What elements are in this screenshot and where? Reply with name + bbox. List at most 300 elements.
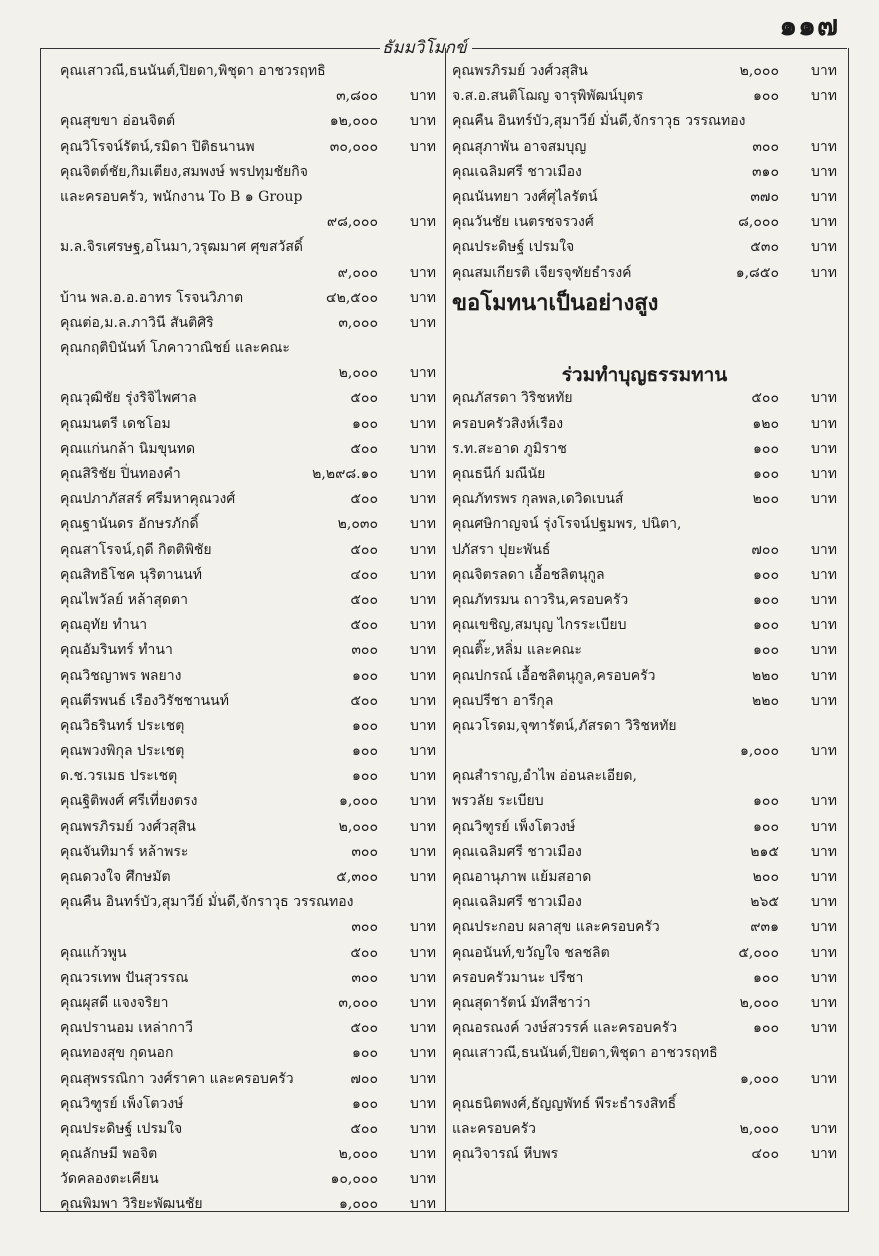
currency-label: บาท (811, 642, 837, 659)
column-divider (445, 48, 446, 1211)
donation-amount: ๕๐๐ (350, 1020, 378, 1037)
donor-name: คุณสุภาพัน อาจสมบุญ (452, 138, 587, 155)
donation-amount: ๑,๐๐๐ (740, 743, 779, 760)
currency-label: บาท (811, 1020, 837, 1037)
currency-label: บาท (410, 491, 436, 508)
donor-name: คุณคืน อินทร์บัว,สุมาวีย์ มั่นดี,จักราวุธ วรรณทอง (60, 894, 354, 911)
currency-label: บาท (410, 289, 436, 306)
donor-entry (452, 688, 837, 713)
donor-entry (452, 159, 837, 184)
donation-amount: ๑๐๐ (352, 768, 378, 785)
donor-entry (60, 537, 436, 562)
donor-name: คุณวิโรจน์รัตน์,รมิดา ปิติธนานพ (60, 138, 255, 155)
donation-amount: ๗๐๐ (350, 1070, 378, 1087)
donor-entry (452, 1141, 837, 1166)
currency-label: บาท (410, 768, 436, 785)
donor-entry (60, 688, 436, 713)
currency-label: บาท (410, 466, 436, 482)
donor-entry (452, 839, 837, 864)
currency-label: บาท (811, 969, 837, 986)
donor-entry (60, 1015, 436, 1040)
donor-entry (452, 108, 837, 133)
donation-amount: ๙,๐๐๐ (337, 264, 378, 281)
donation-amount: ๒๒๐ (751, 667, 779, 684)
donor-entry (60, 788, 436, 813)
donor-entry (60, 184, 436, 209)
donor-entry (452, 864, 837, 889)
donor-name: คุณวโรดม,จุฑารัตน์,ภัสรดา วิริชหทัย (452, 717, 677, 734)
donor-name: คุณปภาภัสสร์ ศรีมหาคุณวงศ์ (60, 491, 236, 508)
donation-amount: ๓,๐๐๐ (338, 994, 378, 1011)
donor-name: คุณเขชิญ,สมบุญ ไกรระเบียบ (452, 617, 627, 634)
currency-label: บาท (811, 163, 837, 180)
currency-label: บาท (410, 1171, 436, 1188)
donation-amount: ๑๐๐ (352, 717, 378, 734)
donor-name: คุณสิริชัย ปิ่นทองคำ (60, 466, 181, 482)
donor-entry (452, 234, 837, 259)
donation-amount: ๑๐๐ (352, 667, 378, 684)
currency-label: บาท (811, 466, 837, 482)
donation-amount: ๒๒๐ (751, 692, 779, 709)
donor-name: คุณวิธรินทร์ ประเชตุ (60, 717, 185, 734)
donor-name: คุณอรณงค์ วงษ์สวรรค์ และครอบครัว (452, 1020, 678, 1037)
donation-amount: ๑๐๐ (753, 566, 779, 583)
thanks-heading (452, 285, 837, 316)
currency-label: บาท (811, 818, 837, 835)
donor-name: คุณสาโรจน์,ฤดี กิตติพิชัย (60, 541, 212, 558)
currency-label: บาท (811, 541, 837, 558)
donor-entry (60, 310, 436, 335)
currency-label: บาท (811, 138, 837, 155)
donor-entry (60, 763, 436, 788)
donor-entry (452, 889, 837, 914)
currency-label: บาท (410, 818, 436, 835)
donor-entry (452, 486, 837, 511)
donor-entry (60, 1191, 436, 1216)
currency-label: บาท (410, 314, 436, 331)
donor-entry (452, 1066, 837, 1091)
donor-name: คุณประดิษฐ์ เปรมใจ (60, 1120, 183, 1137)
donor-entry (60, 1040, 436, 1065)
donor-name: ครอบครัวมานะ ปรีชา (452, 969, 584, 986)
donation-amount: ๑๐๐ (352, 415, 378, 432)
donation-amount: ๑๐๐ (753, 591, 779, 608)
donor-name: คุณเฉลิมศรี ชาวเมือง (452, 163, 582, 180)
donor-name: คุณผุสดี แจงจริยา (60, 994, 169, 1011)
donor-name: พรวลัย ระเบียบ (452, 793, 544, 810)
donation-amount: ๑๐๐ (753, 818, 779, 835)
donor-entry (452, 1015, 837, 1040)
donor-entry (452, 637, 837, 662)
donation-amount: ๓๐๐ (752, 138, 779, 155)
donor-entry (60, 940, 436, 965)
donor-name: คุณสำราญ,อำไพ อ่อนละเอียด, (452, 768, 637, 785)
currency-label: บาท (410, 138, 436, 155)
donor-name: คุณสุขขา อ่อนจิตต์ (60, 113, 176, 130)
donation-amount: ๙๓๑ (750, 919, 779, 936)
donor-entry (60, 1091, 436, 1116)
currency-label: บาท (811, 869, 837, 885)
currency-label: บาท (811, 919, 837, 936)
donation-amount: ๒๐๐ (752, 869, 779, 885)
donation-amount: ๑๒,๐๐๐ (329, 113, 378, 130)
donation-amount: ๒,๐๐๐ (338, 1146, 378, 1163)
currency-label: บาท (811, 793, 837, 810)
donor-name: และครอบครัว, พนักงาน To B ๑ Group (60, 188, 303, 205)
donor-name: คุณวิฑูรย์ เพ็งโตวงษ์ (452, 818, 576, 835)
currency-label: บาท (811, 390, 837, 407)
donor-name: คุณเสาวณี,ธนนันต์,ปิยดา,พิชุดา อาชวรฤทธิ (452, 1045, 718, 1062)
currency-label: บาท (811, 1070, 837, 1087)
running-header: ธัมมวิโมกข์ (382, 38, 467, 58)
donor-name: คุณวันชัย เนตรชจรวงศ์ (452, 214, 594, 231)
donor-entry (60, 335, 436, 360)
donor-name: คุณทองสุข กุดนอก (60, 1045, 174, 1062)
donor-entry (60, 914, 436, 939)
section-heading-text: ร่วมทำบุญธรรมทาน (561, 364, 728, 387)
donor-entry (452, 814, 837, 839)
donor-entry (60, 360, 436, 385)
donor-entry (452, 763, 837, 788)
donation-amount: ๑๐,๐๐๐ (330, 1171, 378, 1188)
donor-name: คุณภัทรพร กุลพล,เดวิดเบนส์ (452, 491, 624, 508)
spacer (452, 310, 837, 335)
currency-label: บาท (811, 843, 837, 860)
currency-label: บาท (811, 239, 837, 256)
currency-label: บาท (410, 365, 436, 382)
donor-name: คุณปรีชา อารีกุล (452, 692, 554, 709)
donor-name: คุณมนตรี เดชโอม (60, 415, 171, 432)
section-heading (452, 360, 837, 385)
donor-name: ครอบครัวสิงห์เรือง (452, 415, 564, 432)
donation-amount: ๕๐๐ (350, 491, 378, 508)
currency-label: บาท (811, 944, 837, 961)
currency-label: บาท (410, 793, 436, 810)
donation-amount: ๓๐,๐๐๐ (329, 138, 378, 155)
currency-label: บาท (410, 390, 436, 407)
donation-amount: ๔๐๐ (751, 1146, 779, 1163)
donor-name: และครอบครัว (452, 1120, 537, 1137)
donation-amount: ๑๐๐ (753, 969, 779, 986)
donor-name: คุณอัมรินทร์ ทำนา (60, 642, 173, 659)
currency-label: บาท (811, 440, 837, 457)
currency-label: บาท (410, 969, 436, 986)
donor-name: คุณตีรพนธ์ เรืองวิรัชชานนท์ (60, 692, 229, 709)
donor-entry (452, 990, 837, 1015)
donor-entry (60, 562, 436, 587)
donation-amount: ๒,๐๐๐ (739, 994, 779, 1011)
donor-name: คุณพิมพา วิริยะพัฒนชัย (60, 1196, 203, 1213)
donation-amount: ๑๐๐ (753, 642, 779, 659)
donor-entry (60, 587, 436, 612)
thanks-heading-text: ขอโมทนาเป็นอย่างสูง (452, 289, 659, 316)
currency-label: บาท (410, 440, 436, 457)
currency-label: บาท (410, 717, 436, 734)
donor-entry (452, 461, 837, 486)
donation-amount: ๓๐๐ (351, 642, 378, 659)
currency-label: บาท (811, 566, 837, 583)
donor-entry (452, 83, 837, 108)
donor-entry (452, 788, 837, 813)
currency-label: บาท (811, 63, 837, 79)
donor-name: คุณเฉลิมศรี ชาวเมือง (452, 843, 582, 860)
donation-amount: ๘,๐๐๐ (738, 214, 779, 231)
donation-amount: ๓๑๐ (751, 163, 779, 180)
donor-name: คุณอุทัย ทำนา (60, 617, 148, 634)
donor-name: คุณต่อ,ม.ล.ภาวินี สันติศิริ (60, 314, 214, 331)
donor-entry (60, 209, 436, 234)
donor-entry (60, 486, 436, 511)
left-donor-column (60, 58, 436, 1217)
donor-name: คุณธนีก์ มณีนัย (452, 466, 546, 482)
currency-label: บาท (410, 1070, 436, 1087)
donor-entry (60, 814, 436, 839)
donor-entry (60, 1166, 436, 1191)
donor-entry (60, 83, 436, 108)
donor-entry (452, 1116, 837, 1141)
donation-amount: ๕๐๐ (350, 541, 378, 558)
donor-name: คุณติ๊ะ,หลิ่ม และคณะ (452, 642, 582, 659)
donor-name: ด.ช.วรเมธ ประเชตุ (60, 768, 178, 785)
donor-entry (60, 134, 436, 159)
donor-name: คุณฐานันดร อักษรภักดิ์ (60, 516, 199, 533)
donor-name: คุณอนันท์,ขวัญใจ ชลชลิต (452, 944, 610, 961)
donor-name: คุณวรเทพ ปันสุวรรณ (60, 969, 189, 986)
donor-entry (452, 58, 837, 83)
donor-name: คุณประกอบ ผลาสุข และครอบครัว (452, 919, 660, 936)
donor-name: คุณจิตรลดา เอื้อชลิตนุกูล (452, 566, 605, 583)
donation-amount: ๓๐๐ (351, 969, 378, 986)
donor-entry (60, 889, 436, 914)
donation-amount: ๕๐๐ (350, 692, 378, 709)
donation-amount: ๕,๐๐๐ (738, 944, 779, 961)
donation-amount: ๔๒,๕๐๐ (326, 289, 378, 306)
currency-label: บาท (410, 1146, 436, 1163)
currency-label: บาท (811, 1146, 837, 1163)
currency-label: บาท (410, 214, 436, 231)
donor-name: คุณเฉลิมศรี ชาวเมือง (452, 894, 582, 911)
donor-entry (452, 738, 837, 763)
donor-entry (452, 184, 837, 209)
donor-entry (452, 537, 837, 562)
currency-label: บาท (410, 743, 436, 760)
donor-name: คุณนันทยา วงศ์ศุไลรัตน์ (452, 188, 598, 205)
currency-label: บาท (410, 667, 436, 684)
donor-name: ม.ล.จิรเศรษฐ,อโนมา,วรุฒมาศ ศุขสวัสดิ์ (60, 239, 304, 256)
currency-label: บาท (811, 591, 837, 608)
currency-label: บาท (811, 894, 837, 911)
donor-entry (452, 385, 837, 410)
donor-name: คุณจันทิมาร์ หล้าพระ (60, 843, 189, 860)
currency-label: บาท (811, 692, 837, 709)
donor-entry (452, 411, 837, 436)
donor-name: คุณวุฒิชัย รุ่งริจิไพศาล (60, 390, 197, 407)
donation-amount: ๑๒๐ (752, 415, 779, 432)
right-donor-column (452, 58, 837, 1166)
donor-entry (452, 587, 837, 612)
donor-entry (60, 663, 436, 688)
donor-entry (452, 713, 837, 738)
donation-amount: ๓๐๐ (351, 919, 378, 936)
donation-amount: ๕๐๐ (751, 390, 779, 407)
donor-entry (60, 108, 436, 133)
donor-name: จ.ส.อ.สนติโฌญ จารุพิพัฒน์บุตร (452, 88, 644, 105)
donor-name: บ้าน พล.อ.อ.อาทร โรจนวิภาต (60, 289, 244, 306)
donor-entry (60, 1116, 436, 1141)
currency-label: บาท (410, 919, 436, 936)
donation-amount: ๑๐๐ (753, 1020, 779, 1037)
donor-name: คุณศษิกาญจน์ รุ่งโรจน์ปฐมพร, ปนิตา, (452, 516, 682, 533)
donation-amount: ๓,๐๐๐ (338, 314, 378, 331)
currency-label: บาท (410, 591, 436, 608)
donation-amount: ๕,๓๐๐ (336, 869, 378, 885)
donor-entry (452, 965, 837, 990)
donation-amount: ๑๐๐ (753, 466, 779, 482)
donation-amount: ๕๐๐ (350, 944, 378, 961)
donor-entry (452, 612, 837, 637)
currency-label: บาท (410, 994, 436, 1011)
currency-label: บาท (811, 188, 837, 205)
donor-entry (60, 436, 436, 461)
currency-label: บาท (410, 1095, 436, 1112)
donation-amount: ๕๐๐ (350, 440, 378, 457)
donor-name: คุณสมเกียรติ เจียรจุฑัยธำรงค์ (452, 264, 632, 281)
currency-label: บาท (410, 516, 436, 533)
currency-label: บาท (410, 869, 436, 885)
donor-name: คุณเสาวณี,ธนนันต์,ปิยดา,พิชุดา อาชวรฤทธิ (60, 63, 326, 79)
donation-amount: ๕๐๐ (350, 390, 378, 407)
donation-amount: ๒,๐๓๐ (337, 516, 378, 533)
page-number: ๑๑๗ (779, 9, 839, 42)
donation-amount: ๓,๘๐๐ (336, 88, 378, 105)
donor-entry (60, 285, 436, 310)
currency-label: บาท (410, 415, 436, 432)
currency-label: บาท (811, 214, 837, 231)
donor-entry (452, 436, 837, 461)
currency-label: บาท (410, 88, 436, 105)
donor-entry (452, 562, 837, 587)
donor-entry (60, 411, 436, 436)
donor-name: คุณคืน อินทร์บัว,สุมาวีย์ มั่นดี,จักราวุธ วรรณทอง (452, 113, 746, 130)
donor-entry (60, 1141, 436, 1166)
donor-name: คุณภัทรมน ถาวริน,ครอบครัว (452, 591, 629, 608)
donor-entry (60, 738, 436, 763)
donor-entry (60, 260, 436, 285)
donor-name: คุณพวงพิกุล ประเชตุ (60, 743, 185, 760)
donor-name: คุณสุดารัตน์ มัทสีชาว่า (452, 994, 591, 1011)
donor-name: คุณพรภิรมย์ วงศ์วสุสิน (60, 818, 196, 835)
donor-entry (60, 511, 436, 536)
currency-label: บาท (410, 1045, 436, 1062)
currency-label: บาท (410, 264, 436, 281)
donor-entry (60, 612, 436, 637)
currency-label: บาท (410, 642, 436, 659)
donor-entry (452, 1040, 837, 1065)
donor-name: คุณพรภิรมย์ วงศ์วสุสิน (452, 63, 588, 79)
currency-label: บาท (811, 667, 837, 684)
donor-entry (60, 461, 436, 486)
donor-entry (452, 914, 837, 939)
currency-label: บาท (410, 944, 436, 961)
currency-label: บาท (410, 566, 436, 583)
donation-amount: ๒๑๕ (750, 843, 779, 860)
donation-amount: ๒,๐๐๐ (338, 818, 378, 835)
donation-amount: ๒,๐๐๐ (739, 63, 779, 79)
donation-amount: ๓๐๐ (351, 843, 378, 860)
donation-amount: ๑๐๐ (753, 440, 779, 457)
currency-label: บาท (410, 541, 436, 558)
donor-name: คุณสุพรรณิกา วงศ์ราคา และครอบครัว (60, 1070, 294, 1087)
donation-amount: ๒,๐๐๐ (739, 1120, 779, 1137)
currency-label: บาท (410, 843, 436, 860)
donor-name: คุณกฤติบินันท์ โภคาวาณิชย์ และคณะ (60, 340, 290, 357)
donation-amount: ๗๐๐ (751, 541, 779, 558)
donation-amount: ๔๐๐ (350, 566, 378, 583)
currency-label: บาท (410, 113, 436, 130)
donor-entry (60, 58, 436, 83)
donor-entry (60, 159, 436, 184)
currency-label: บาท (811, 264, 837, 281)
donation-amount: ๕๐๐ (350, 1120, 378, 1137)
donation-amount: ๒,๒๙๘.๑๐ (312, 466, 378, 482)
donor-name: คุณลักษมี พอจิต (60, 1146, 158, 1163)
currency-label: บาท (410, 1196, 436, 1213)
donation-amount: ๕๐๐ (350, 591, 378, 608)
donor-name: คุณจิตต์ชัย,กิมเตียง,สมพงษ์ พรปทุมชัยกิจ (60, 163, 308, 180)
donor-name: คุณภัสรดา วิริชหทัย (452, 390, 573, 407)
donor-entry (60, 234, 436, 259)
donor-entry (452, 260, 837, 285)
currency-label: บาท (410, 692, 436, 709)
donor-entry (452, 209, 837, 234)
donor-name: คุณธนิตพงศ์,ธัญญพัทธ์ พีระธำรงสิทธิ์ (452, 1095, 677, 1112)
donor-name: วัดคลองตะเคียน (60, 1171, 159, 1188)
donation-amount: ๑,๐๐๐ (339, 793, 378, 810)
donation-amount: ๙๘,๐๐๐ (326, 214, 378, 231)
currency-label: บาท (811, 617, 837, 634)
donor-name: ร.ท.สะอาด ภูมิราช (452, 440, 567, 457)
currency-label: บาท (811, 994, 837, 1011)
donor-entry (452, 940, 837, 965)
donation-amount: ๓๗๐ (750, 188, 779, 205)
donation-amount: ๑,๐๐๐ (339, 1196, 378, 1213)
donation-amount: ๕๓๐ (750, 239, 779, 256)
donor-name: คุณวิชญาพร พลยาง (60, 667, 182, 684)
donor-entry (60, 713, 436, 738)
donor-name: คุณสิทธิโชค นุริตานนท์ (60, 566, 202, 583)
donation-amount: ๒๐๐ (752, 491, 779, 508)
currency-label: บาท (410, 617, 436, 634)
currency-label: บาท (811, 743, 837, 760)
donation-amount: ๑๐๐ (753, 88, 779, 105)
donation-amount: ๒,๐๐๐ (338, 365, 378, 382)
donor-name: คุณดวงใจ ศึกษมัต (60, 869, 171, 885)
currency-label: บาท (410, 1120, 436, 1137)
donor-name: คุณประดิษฐ์ เปรมใจ (452, 239, 575, 256)
donor-entry (452, 511, 837, 536)
donation-amount: ๑,๐๐๐ (740, 1070, 779, 1087)
currency-label: บาท (811, 88, 837, 105)
donor-entry (452, 663, 837, 688)
donor-name: คุณไพวัลย์ หล้าสุดตา (60, 591, 188, 608)
donor-name: คุณวิฑูรย์ เพ็งโตวงษ์ (60, 1095, 184, 1112)
donor-entry (60, 1066, 436, 1091)
donation-amount: ๑๐๐ (352, 1045, 378, 1062)
donor-name: คุณฐิติพงศ์ ศรีเที่ยงตรง (60, 793, 198, 810)
donation-amount: ๑,๘๕๐ (735, 264, 779, 281)
currency-label: บาท (811, 415, 837, 432)
donation-amount: ๒๖๕ (750, 894, 779, 911)
